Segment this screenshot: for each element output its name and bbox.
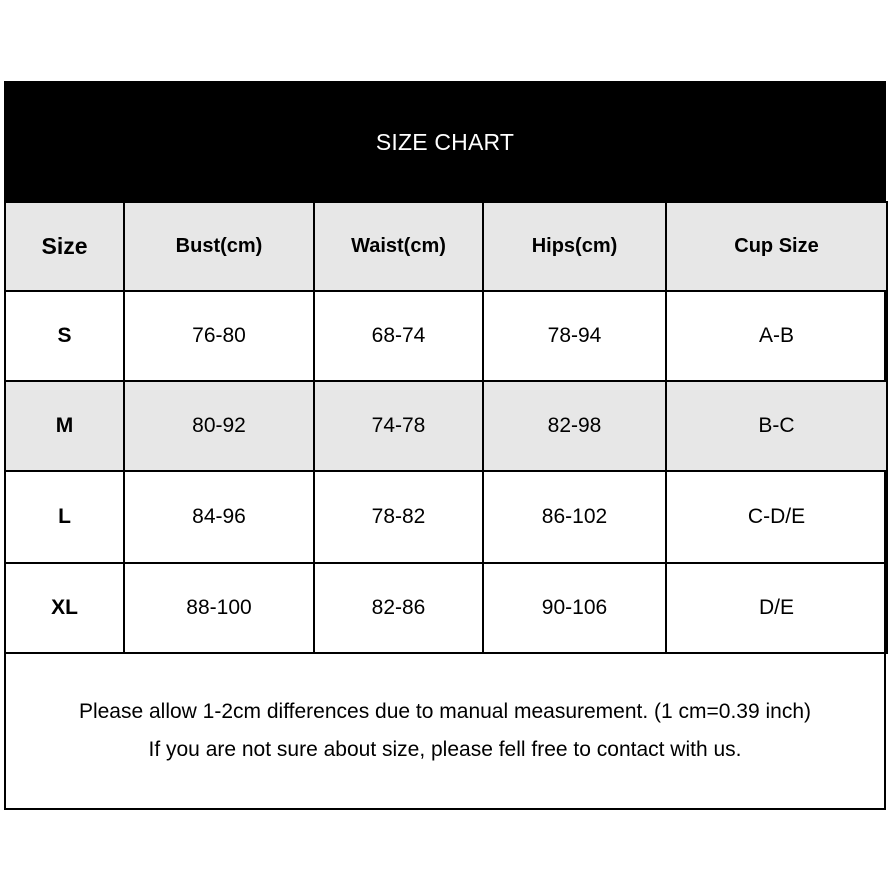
- waist-cell: 68-74: [314, 291, 483, 381]
- note-line-measurement: Please allow 1-2cm differences due to manual measurement. (1 cm=0.39 inch): [78, 699, 812, 723]
- table-row-m: [5, 381, 887, 471]
- header-waist: Waist(cm): [314, 202, 483, 291]
- bust-cell: 88-100: [124, 563, 314, 653]
- table-row-s: [5, 291, 887, 381]
- size-table: [4, 201, 888, 654]
- table-row-l: [5, 471, 887, 563]
- header-bust: Bust(cm): [124, 202, 314, 291]
- bust-cell: 76-80: [124, 291, 314, 381]
- cup-size-cell: D/E: [666, 563, 887, 653]
- waist-cell: 78-82: [314, 471, 483, 563]
- size-chart: [4, 81, 886, 810]
- hips-cell: 90-106: [483, 563, 666, 653]
- size-cell: XL: [5, 563, 124, 653]
- header-cup-size: Cup Size: [666, 202, 887, 291]
- bust-cell: 84-96: [124, 471, 314, 563]
- hips-cell: 78-94: [483, 291, 666, 381]
- size-cell: L: [5, 471, 124, 563]
- table-row-xl: [5, 563, 887, 653]
- cup-size-cell: B-C: [666, 381, 887, 471]
- waist-cell: 82-86: [314, 563, 483, 653]
- bust-cell: 80-92: [124, 381, 314, 471]
- hips-cell: 86-102: [483, 471, 666, 563]
- waist-cell: 74-78: [314, 381, 483, 471]
- hips-cell: 82-98: [483, 381, 666, 471]
- size-cell: S: [5, 291, 124, 381]
- size-cell: M: [5, 381, 124, 471]
- header-size: Size: [5, 202, 124, 291]
- table-header-row: [5, 202, 887, 291]
- cup-size-cell: C-D/E: [666, 471, 887, 563]
- measurement-note: [6, 653, 884, 808]
- size-chart-title: SIZE CHART: [6, 83, 884, 201]
- note-line-contact: If you are not sure about size, please fell free to contact with us.: [148, 737, 742, 761]
- header-hips: Hips(cm): [483, 202, 666, 291]
- cup-size-cell: A-B: [666, 291, 887, 381]
